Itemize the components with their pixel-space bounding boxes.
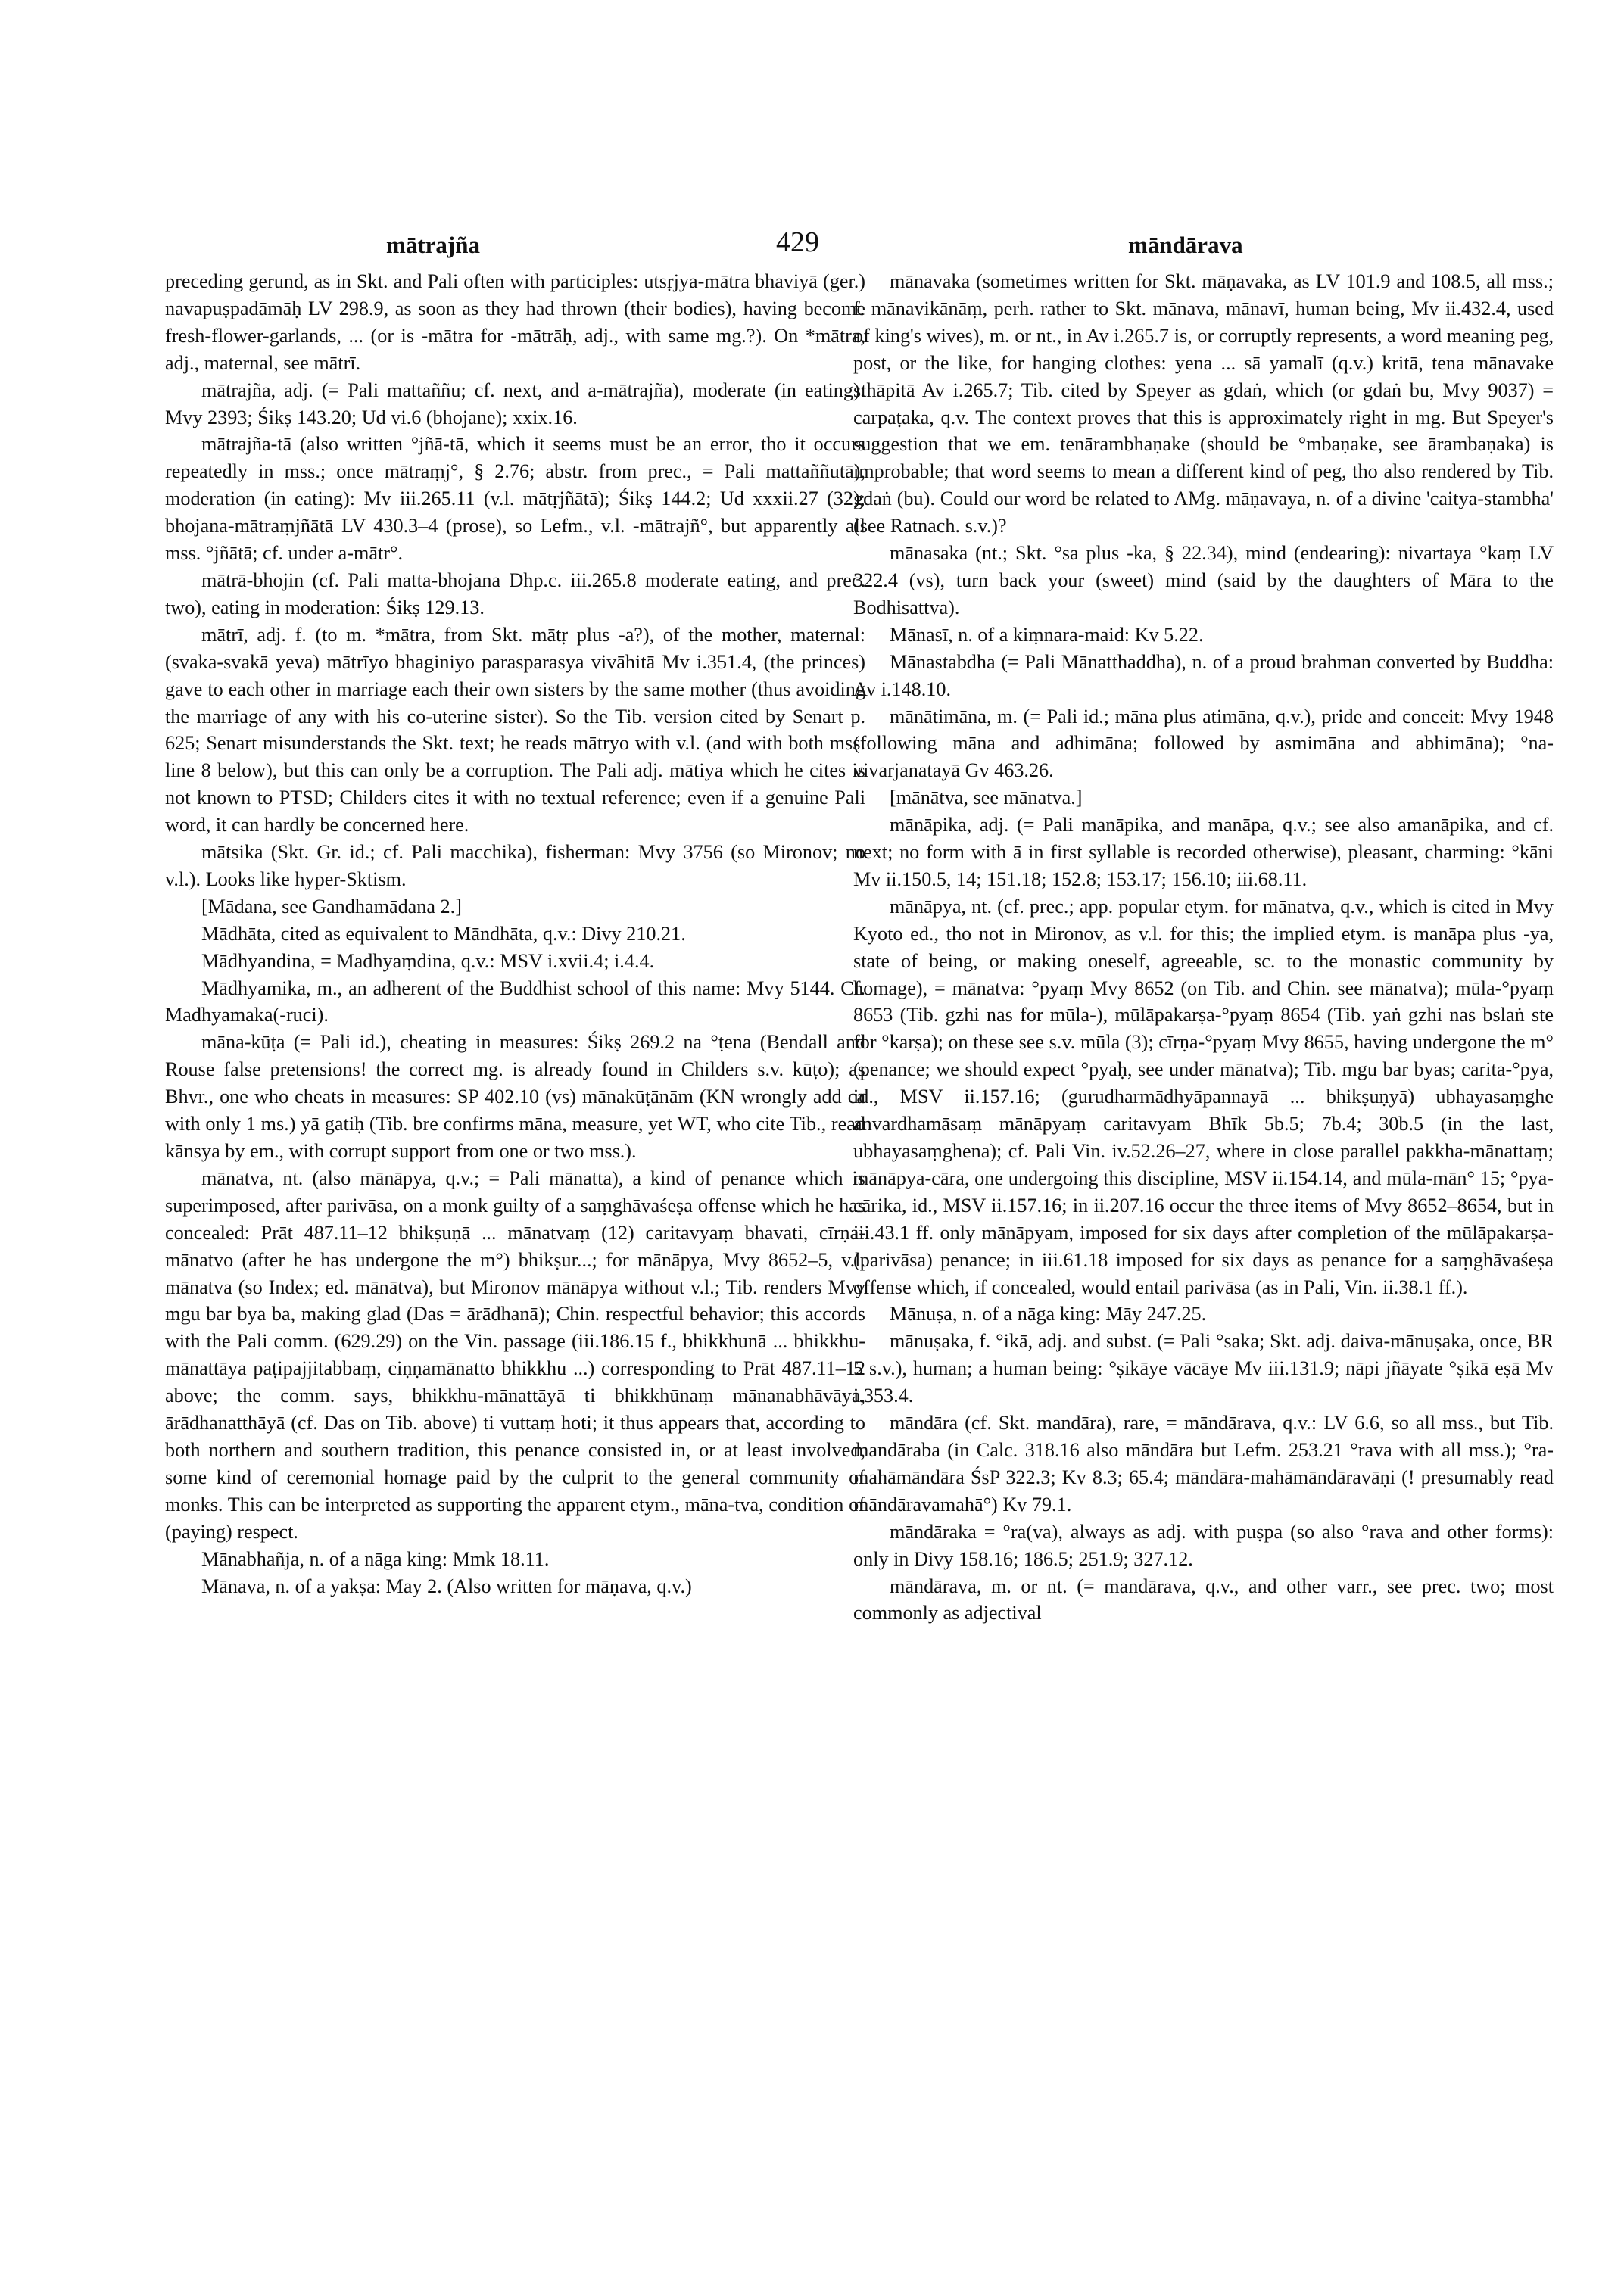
entry-matra-bhojin: mātrā-bhojin (cf. Pali matta-bhojana Dhp.c. iii.265.8 moderate eating, and prec. two), eating in moderation: Śikṣ 129.13. (165, 569, 865, 618)
entry-continuation: preceding gerund, as in Skt. and Pali often with participles: utsṛjya-mātra bhaviyā (ger.) navapuṣpadāmāḥ LV 298.9, as soon as they had thrown (their bodies), having become fresh-flower-garlands, ... (or is -mātra for -mātrāḥ, adj., with same mg.?). On *mātra, adj., maternal, see mātrī. (165, 270, 865, 374)
entry-manastabdha: Mānastabdha (= Pali Mānatthaddha), n. of a proud brahman converted by Buddha: Av i.148.10. (853, 650, 1554, 700)
left-running-headword: mātrajña (386, 232, 480, 258)
entry-madhyandina: Mādhyandina, = Madhyaṃdina, q.v.: MSV i.xvii.4; i.4.4. (201, 949, 655, 972)
entry-manapya: mānāpya, nt. (cf. prec.; app. popular etym. for mānatva, q.v., which is cited in Mvy Kyoto ed., tho not in Mironov, as v.l. for this; the implied etym. is manāpa plus -ya, state of being, or making oneself, agreeable, sc. to the monastic community by homage), = mānatva: °pyaṃ Mvy 8652 (on Tib. and Chin. see mānatva); mūla-°pyaṃ 8653 (Tib. gzhi nas for mūla-), mūlāpakarṣa-°pyaṃ 8654 (Tib. yaṅ gzhi nas bslaṅ ste for °karṣa); on these see s.v. mūla (3); cīrṇa-°pyaṃ Mvy 8655, having undergone the m° (penance; we should expect °pyaḥ, see under mānatva); Tib. mgu bar byas; carita-°pya, id., MSV ii.157.16; (gurudharmādhyāpannayā ... bhikṣuṇyā) ubhayasaṃghe anvardhamāsaṃ mānāpyaṃ caritavyam Bhīk 5b.5; 7b.4; 30b.5 (in the last, ubhayasaṃghena); cf. Pali Vin. iv.52.26–27, where in close parallel pakkha-mānattaṃ; mānāpya-cāra, one undergoing this discipline, MSV ii.154.14, and mūla-mān° 15; °pya-cārika, id., MSV ii.157.16; in ii.207.16 occur the three items of Mvy 8652–8654, but in iii.43.1 ff. only mānāpyam, imposed for six days after completion of the mūlāpakarṣa-(parivāsa) penance; in iii.61.18 imposed for six days as penance for a saṃghāvaśeṣa offense which, if concealed, would entail parivāsa (as in Pali, Vin. ii.38.1 ff.). (853, 895, 1554, 1298)
entry-manasaka: mānasaka (nt.; Skt. °sa plus -ka, § 22.34), mind (endearing): nivartaya °kaṃ LV 322.4 (vs), turn back your (sweet) mind (said by the daughters of Māra to the Bodhisattva). (853, 542, 1554, 618)
entry-mandara: māndāra (cf. Skt. mandāra), rare, = māndārava, q.v.: LV 6.6, so all mss., but Tib. mandāraba (in Calc. 318.16 also māndāra but Lefm. 253.21 °rava with all mss.); °ra-mahāmāndāra ŚsP 322.3; Kv 8.3; 65.4; māndāra-mahāmāndāravāṇi (! presumably read māndāravamahā°) Kv 79.1. (853, 1412, 1554, 1516)
page-header (0, 226, 1624, 263)
page-number: 429 (776, 226, 819, 258)
entry-matrajna-ta: mātrajña-tā (also written °jñā-tā, which it seems must be an error, tho it occurs repeatedly in mss.; once mātraṃj°, § 2.76; abstr. from prec., = Pali mattaññutā), moderation (in eating): Mv iii.265.11 (v.l. mātṛjñātā); Śikṣ 144.2; Ud xxxii.27 (32); bhojana-mātraṃjñātā LV 430.3–4 (prose), so Lefm., v.l. -mātrajñ°, but apparently all mss. °jñātā; cf. under a-mātr°. (165, 433, 865, 565)
entry-manapika: mānāpika, adj. (= Pali manāpika, and manāpa, q.v.; see also amanāpika, and cf. next; no form with ā in first syllable is recorded otherwise), pleasant, charming: °kāni Mv ii.150.5, 14; 151.18; 152.8; 153.17; 156.10; iii.68.11. (853, 814, 1554, 890)
entry-madhyamika: Mādhyamika, m., an adherent of the Buddhist school of this name: Mvy 5144. Cf. Madhyamaka(-ruci). (165, 977, 865, 1027)
right-running-headword: māndārava (1128, 232, 1243, 258)
entry-manusaka: mānuṣaka, f. °ikā, adj. and subst. (= Pali °saka; Skt. adj. daiva-mānuṣaka, once, BR 5 s.v.), human; a human being: °ṣikāye vācāye Mv iii.131.9; nāpi jñāyate °ṣikā eṣā Mv i.353.4. (853, 1330, 1554, 1407)
entry-mana-kuta: māna-kūṭa (= Pali id.), cheating in measures: Śikṣ 269.2 na °ṭena (Bendall and Rouse false pretensions! the correct mg. is already found in Childers s.v. kūṭo); as Bhvr., one who cheats in measures: SP 402.10 (vs) mānakūṭānām (KN wrongly add ca with only 1 ms.) yā gatiḥ (Tib. bre confirms māna, measure, yet WT, who cite Tib., read kānsya by em., with corrupt support from one or two mss.). (165, 1031, 865, 1162)
entry-manasi: Mānasī, n. of a kiṃnara-maid: Kv 5.22. (890, 623, 1204, 646)
entry-matri: mātrī, adj. f. (to m. *mātra, from Skt. mātṛ plus -a?), of the mother, maternal: (svaka-svakā yeva) mātrīyo bhaginiyo parasparasya vivāhitā Mv i.351.4, (the princes) gave to each other in marriage each their own sisters by the same mother (thus avoiding the marriage of any with his co-uterine sister). So the Tib. version cited by Senart p. 625; Senart misunderstands the Skt. text; he reads mātryo with v.l. (and with both mss. line 8 below), but this can only be a corruption. The Pali adj. mātiya which he cites is not known to PTSD; Childers cites it with no textual reference; even if a genuine Pali word, it can hardly be concerned here. (165, 623, 865, 837)
left-column (165, 268, 865, 1600)
entry-manatva-ref: [mānātva, see mānatva.] (890, 787, 1083, 809)
entry-manavaka: mānavaka (sometimes written for Skt. māṇavaka, as LV 101.9 and 108.5, all mss.; f. mānavikānāṃ, perh. rather to Skt. mānava, mānavī, human being, Mv ii.432.4, used of king's wives), m. or nt., in Av i.265.7 is, or corruptly represents, a word meaning peg, post, or the like, for hanging clothes: yena ... sā yamalī (q.v.) kritā, tena mānavake sthāpitā Av i.265.7; Tib. cited by Speyer as gdaṅ, which (or gdaṅ bu, Mvy 9037) = carpaṭaka, q.v. The context proves that this is approximately right in mg. But Speyer's suggestion that we em. tenārambhaṇake (should be °mbaṇake, see ārambaṇaka) is improbable; that word seems to mean a different kind of peg, tho also rendered by Tib. gdaṅ (bu). Could our word be related to AMg. māṇavaya, n. of a divine 'caitya-stambha' (see Ratnach. s.v.)? (853, 270, 1554, 537)
entry-madhata: Mādhāta, cited as equivalent to Māndhāta, q.v.: Divy 210.21. (201, 922, 686, 945)
entry-matrajna: mātrajña, adj. (= Pali mattaññu; cf. next, and a-mātrajña), moderate (in eating): Mvy 2393; Śikṣ 143.20; Ud vi.6 (bhojane); xxix.16. (165, 379, 865, 428)
entry-manusa: Mānuṣa, n. of a nāga king: Māy 247.25. (890, 1303, 1207, 1326)
entry-manabhanja: Mānabhañja, n. of a nāga king: Mmk 18.11. (201, 1547, 550, 1570)
right-column (853, 268, 1554, 1627)
entry-manatva: mānatva, nt. (also mānāpya, q.v.; = Pali mānatta), a kind of penance which is superimposed, after parivāsa, on a monk guilty of a saṃghāvaśeṣa offense which he has concealed: Prāt 487.11–12 bhikṣuṇā ... mānatvaṃ (12) caritavyaṃ bhavati, cīrṇa-mānatvo (after he has undergone the m°) bhikṣur...; for mānāpya, Mvy 8652–5, v.l. mānatva (so Index; ed. mānātva), but Mironov mānāpya without v.l.; Tib. renders Mvy mgu bar bya ba, making glad (Das = ārādhanā); Chin. respectful behavior; this accords with the Pali comm. (629.29) on the Vin. passage (iii.186.15 f., bhikkhunā ... bhikkhu-mānattāya paṭipajjitabbaṃ, ciṇṇamānatto bhikkhu ...) corresponding to Prāt 487.11–12 above; the comm. says, bhikkhu-mānattāyā ti bhikkhūnaṃ mānanabhāvāya, ārādhanatthāyā (cf. Das on Tib. above) ti vuttaṃ hoti; it thus appears that, according to both northern and southern tradition, this penance consisted in, or at least involved, some kind of ceremonial homage paid by the culprit to the general community of monks. This can be interpreted as supporting the apparent etym., māna-tva, condition of (paying) respect. (165, 1167, 865, 1543)
entry-mandaraka: māndāraka = °ra(va), always as adj. with puṣpa (so also °rava and other forms): only in Divy 158.16; 186.5; 251.9; 327.12. (853, 1520, 1554, 1570)
entry-manatimana: mānātimāna, m. (= Pali id.; māna plus atimāna, q.v.), pride and conceit: Mvy 1948 (following māna and adhimāna; followed by asmimāna and abhimāna); °na-vivarjanatayā Gv 463.26. (853, 705, 1554, 782)
entry-madana: [Mādana, see Gandhamādana 2.] (201, 895, 462, 918)
entry-manava: Mānava, n. of a yakṣa: May 2. (Also written for māṇava, q.v.) (201, 1575, 692, 1597)
entry-matsika: mātsika (Skt. Gr. id.; cf. Pali macchika), fisherman: Mvy 3756 (so Mironov; no v.l.). Looks like hyper-Sktism. (165, 841, 865, 890)
entry-mandarava: māndārava, m. or nt. (= mandārava, q.v., and other varr., see prec. two; most commonly as adjectival (853, 1575, 1554, 1625)
